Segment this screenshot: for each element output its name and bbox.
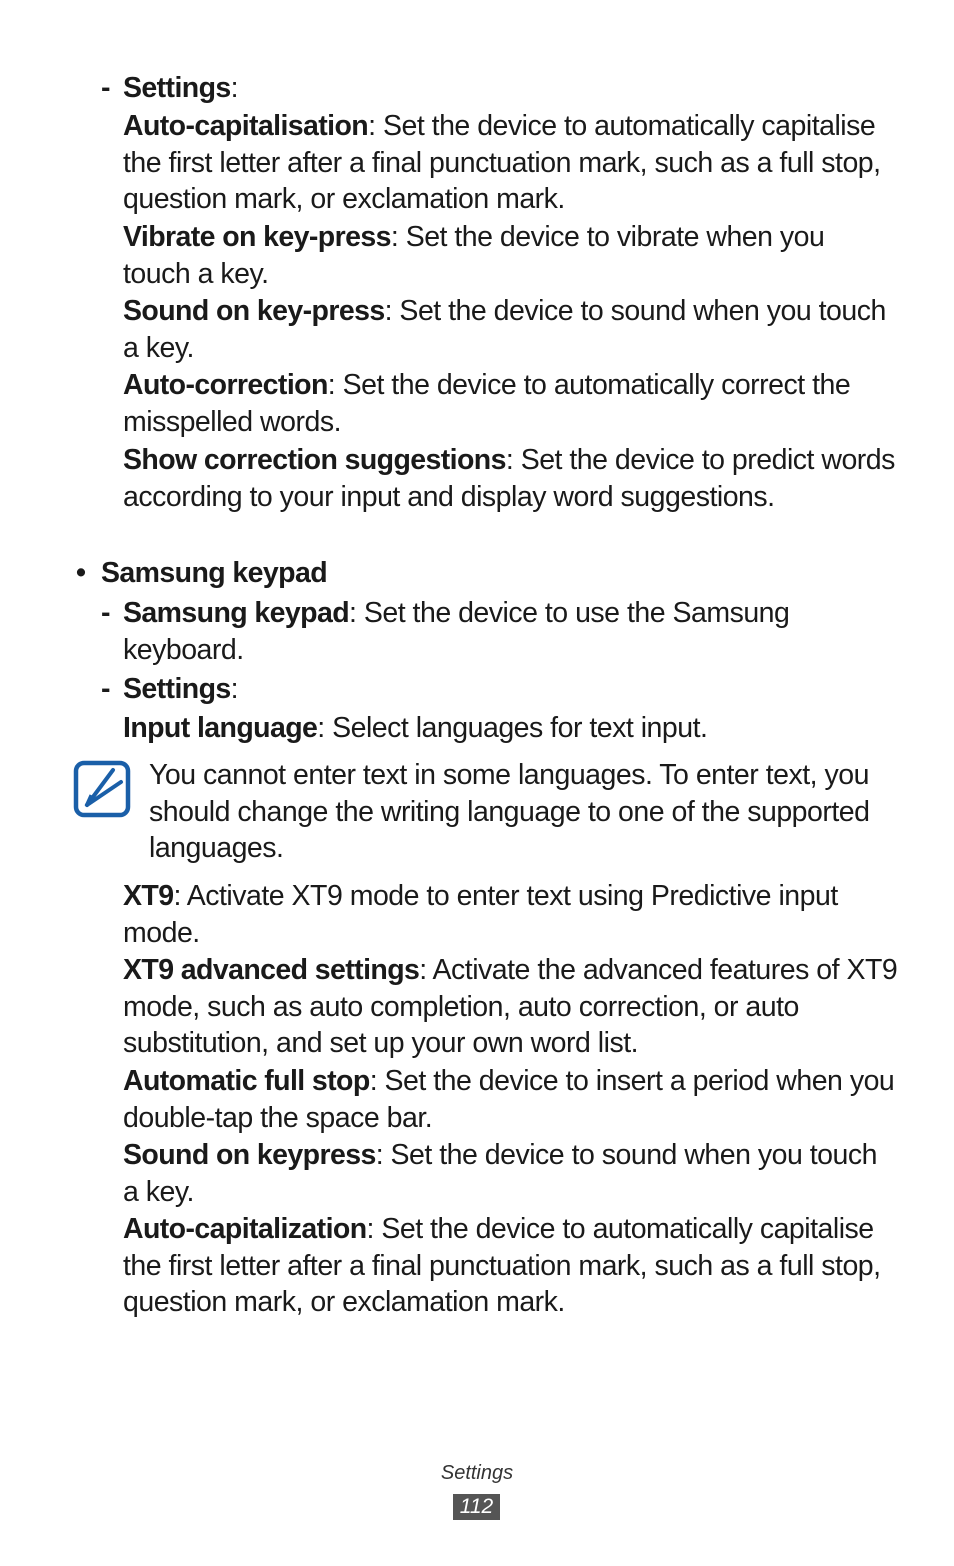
dash-marker: - [101,673,111,705]
settings-heading: Settings: [123,72,239,104]
footer-section-name: Settings [440,1462,514,1484]
setting-sound-on-keypress: Sound on keypress: Set the device to sound when you touch a key. [123,1139,877,1208]
dash-marker: - [101,597,111,629]
setting-vibrate-on-key-press: Vibrate on key-press: Set the device to vibrate when you touch a key. [123,221,825,290]
bullet-marker: • [76,557,86,589]
keypad-settings-heading: Settings: [123,673,239,705]
setting-xt9: XT9: Activate XT9 mode to enter text using Predictive input mode. [123,880,838,949]
samsung-keypad-heading: Samsung keypad [101,557,328,589]
setting-sound-on-key-press: Sound on key-press: Set the device to sound when you touch a key. [123,295,886,364]
setting-auto-capitalization: Auto-capitalization: Set the device to automatically capitalise the first letter after a final punctuation mark, such as a full stop, question mark, or exclamation mark. [123,1213,881,1318]
setting-auto-capitalisation: Auto-capitalisation: Set the device to automatically capitalise the first letter after a final punctuation mark, such as a full stop, question mark, or exclamation mark. [123,110,881,215]
setting-xt9-advanced: XT9 advanced settings: Activate the advanced features of XT9 mode, such as auto completion, auto correction, or auto substitution, and set up your own word list. [123,954,898,1059]
setting-automatic-full-stop: Automatic full stop: Set the device to insert a period when you double-tap the space bar. [123,1065,895,1134]
dash-marker: - [101,72,111,104]
note-text: You cannot enter text in some languages. To enter text, you should change the writing language to one of the supported languages. [149,759,870,864]
setting-show-correction-suggestions: Show correction suggestions: Set the device to predict words according to your input and display word suggestions. [123,444,895,513]
setting-input-language: Input language: Select languages for text input. [123,712,708,744]
setting-samsung-keypad: Samsung keypad: Set the device to use the Samsung keyboard. [123,597,790,666]
note-pencil-icon [73,760,131,818]
page-number: 112 [453,1494,500,1520]
setting-auto-correction: Auto-correction: Set the device to automatically correct the misspelled words. [123,369,851,438]
